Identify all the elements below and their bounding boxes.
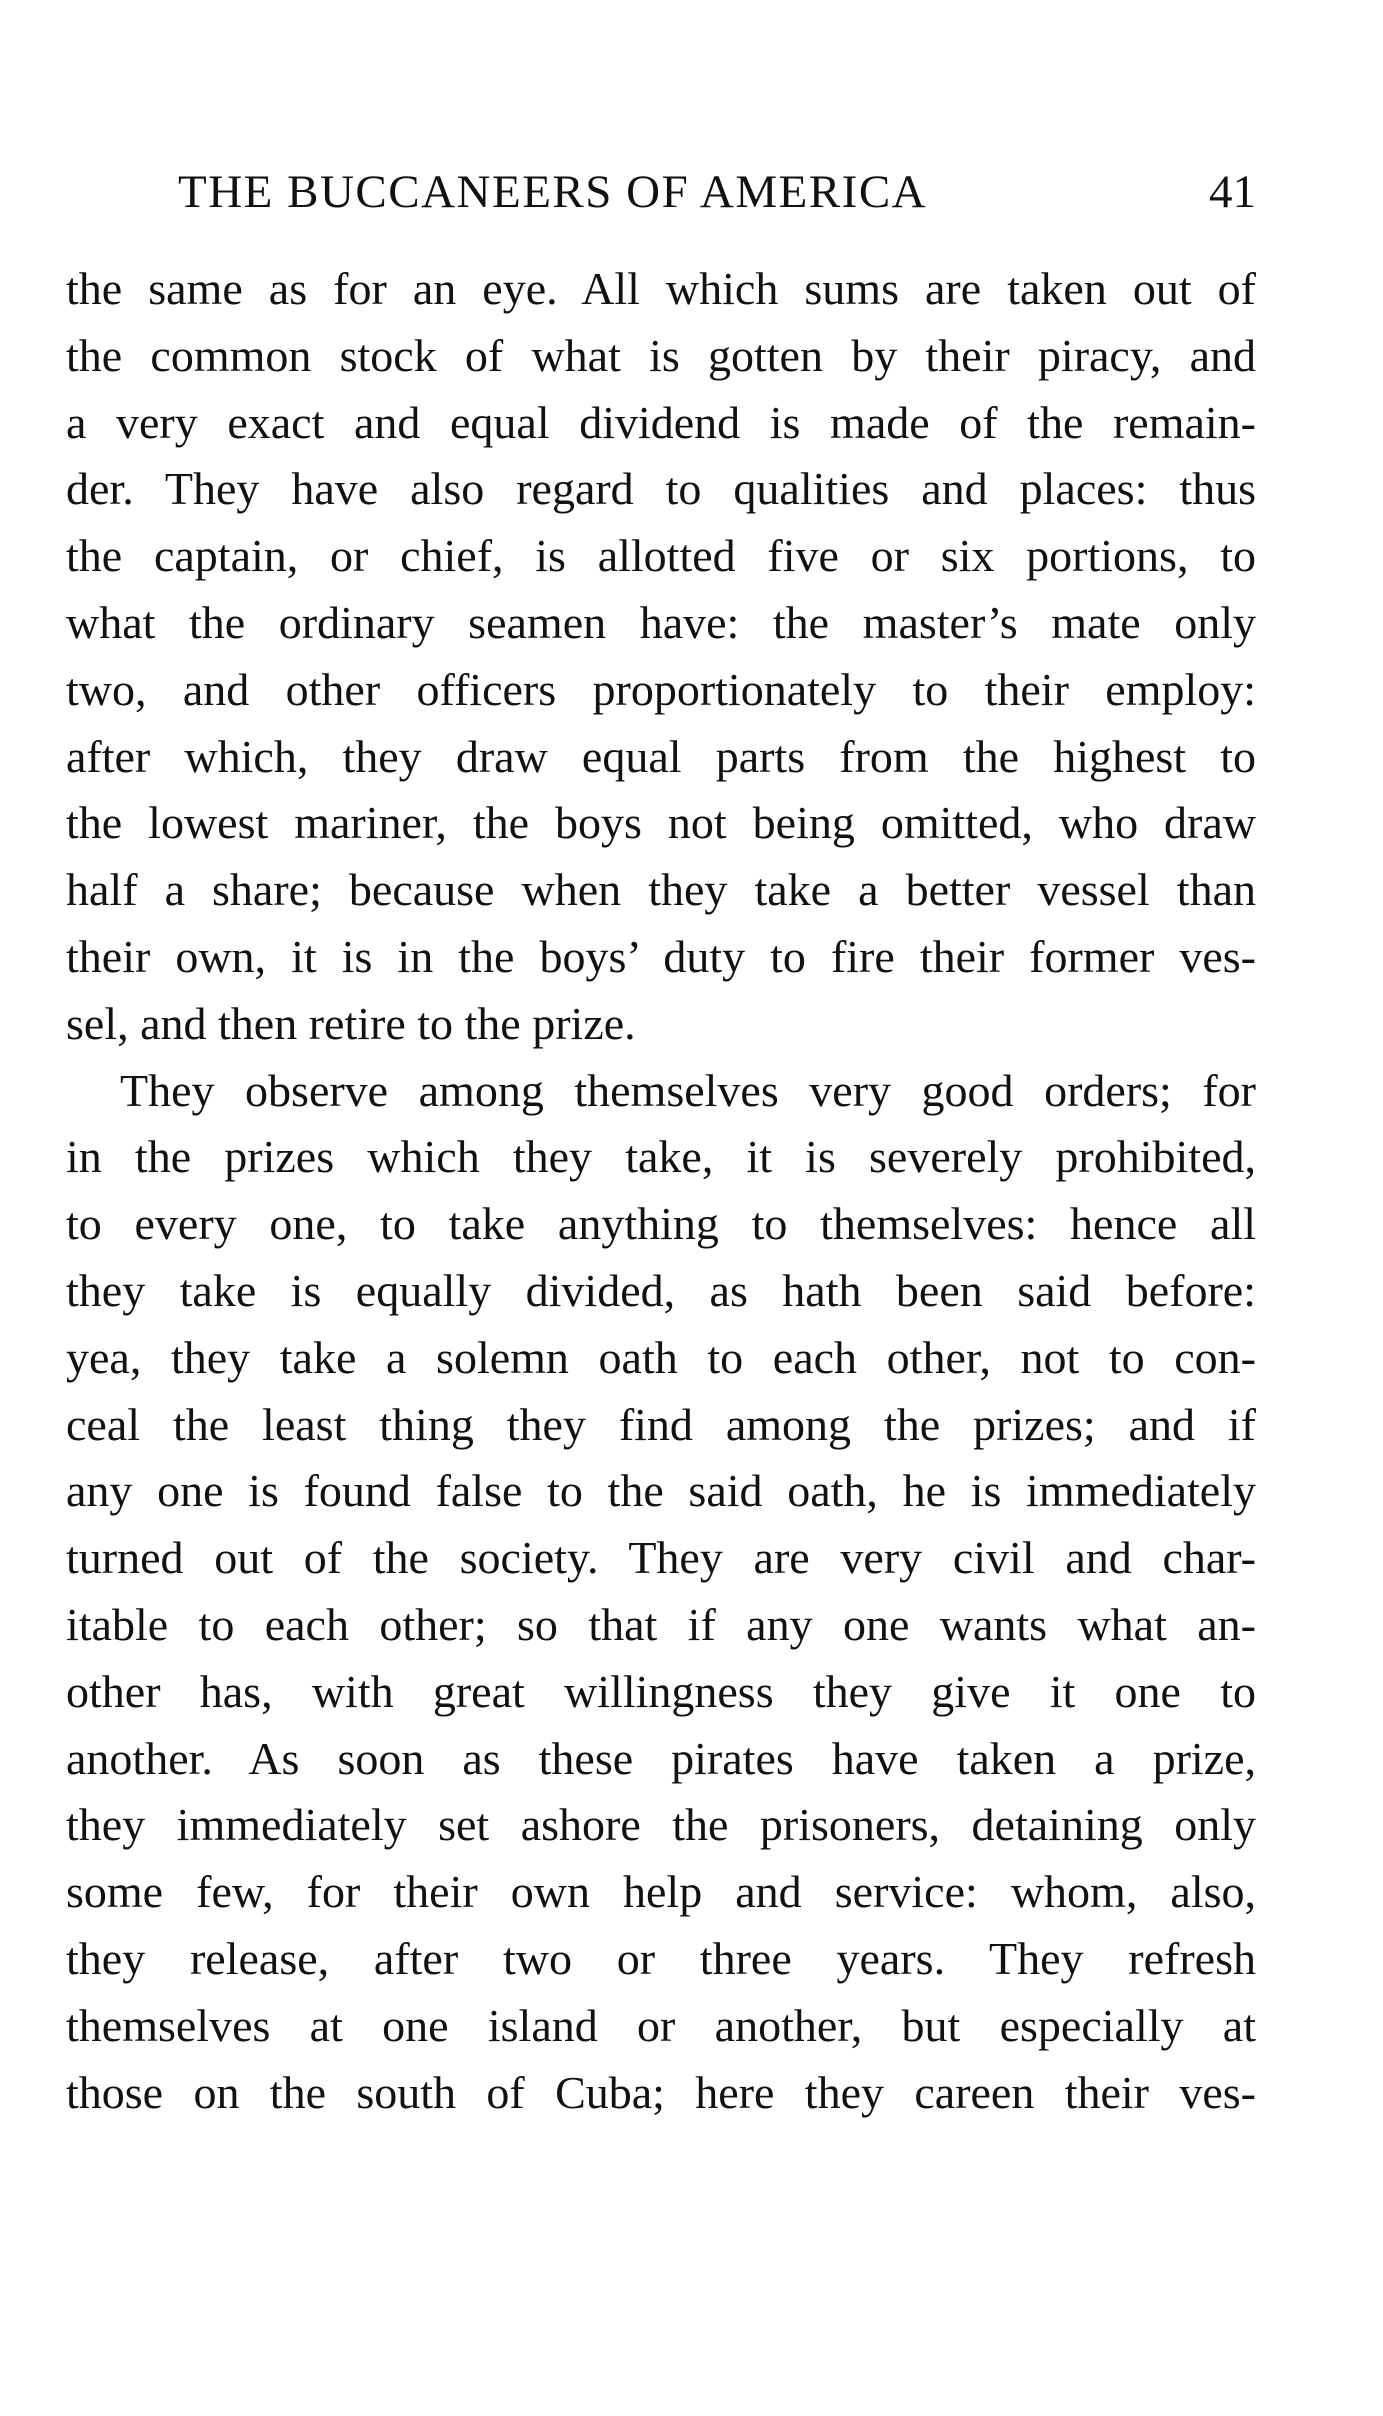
running-title: THE BUCCANEERS OF AMERICA (178, 166, 928, 218)
text-line: der. They have also regard to qualities and places: thus (66, 463, 1256, 515)
text-line: the same as for an eye. All which sums are taken out of (66, 263, 1256, 314)
text-line: they immediately set ashore the prisoners, detaining only (66, 1799, 1256, 1851)
text-line: to every one, to take anything to themselves: hence all (66, 1198, 1256, 1250)
text-line: two, and other officers proportionately to their employ: (66, 663, 1256, 715)
text-line: any one is found false to the said oath, he is immediately (66, 1465, 1256, 1517)
text-line: another. As soon as these pirates have taken a prize, (66, 1732, 1256, 1784)
text-line: the captain, or chief, is allotted five or six portions, to (66, 530, 1256, 582)
text-line: itable to each other; so that if any one wants what an- (66, 1598, 1256, 1650)
body-text (66, 256, 1256, 2126)
text-line: they release, after two or three years. They refresh (66, 1932, 1256, 1984)
text-line: what the ordinary seamen have: the master’s mate only (66, 596, 1256, 648)
text-line: themselves at one island or another, but especially at (66, 1999, 1256, 2051)
text-line: yea, they take a solemn oath to each other, not to con- (66, 1331, 1256, 1383)
text-line: the common stock of what is gotten by their piracy, and (66, 329, 1256, 381)
text-line: the lowest mariner, the boys not being omitted, who draw (66, 797, 1256, 849)
text-line: some few, for their own help and service: whom, also, (66, 1866, 1256, 1918)
running-head (178, 162, 1256, 222)
page-number: 41 (1209, 166, 1256, 218)
text-line: they take is equally divided, as hath been said before: (66, 1264, 1256, 1316)
text-line: sel, and then retire to the prize. (66, 997, 636, 1049)
text-line: a very exact and equal dividend is made of the remain- (66, 396, 1256, 448)
text-line: They observe among themselves very good orders; for (120, 1064, 1256, 1116)
text-line: turned out of the society. They are very civil and char- (66, 1532, 1256, 1584)
text-line: ceal the least thing they find among the prizes; and if (66, 1398, 1256, 1450)
text-line: after which, they draw equal parts from the highest to (66, 730, 1256, 782)
text-line: those on the south of Cuba; here they careen their ves- (66, 2066, 1256, 2118)
text-line: half a share; because when they take a better vessel than (66, 864, 1256, 916)
text-line: other has, with great willingness they give it one to (66, 1665, 1256, 1717)
text-line: their own, it is in the boys’ duty to fire their former ves- (66, 930, 1256, 982)
text-line: in the prizes which they take, it is severely prohibited, (66, 1131, 1256, 1183)
